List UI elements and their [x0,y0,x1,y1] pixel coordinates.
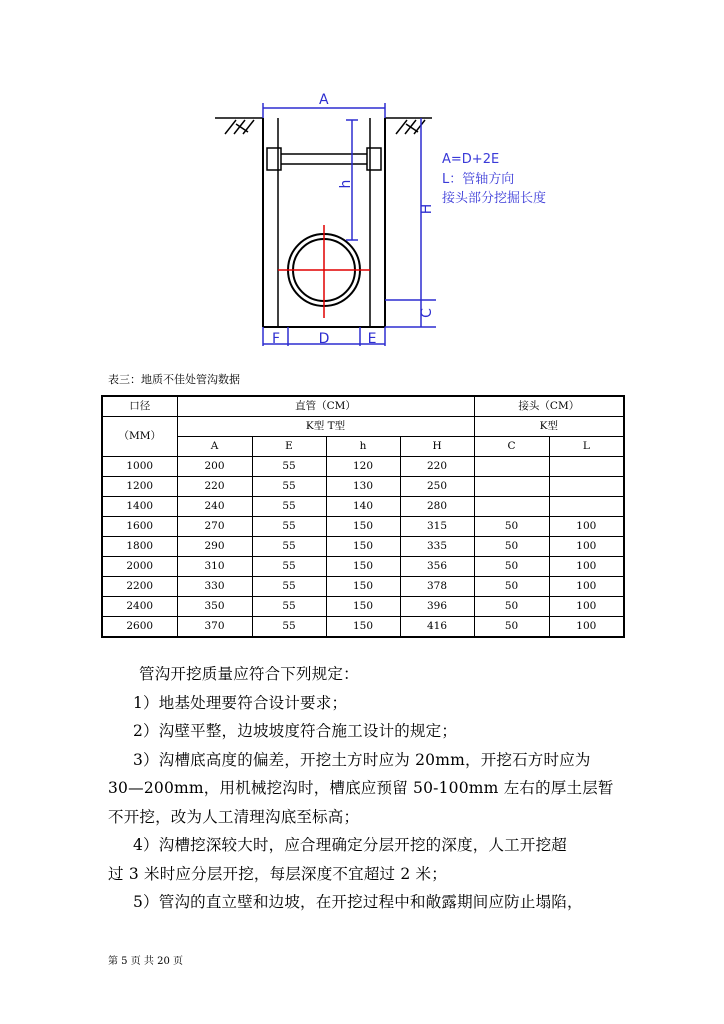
table-cell: 130 [326,477,400,497]
table-row [102,457,624,477]
table-cell: 50 [474,617,549,638]
dimension-label-a: A [319,92,329,108]
table-cell: 250 [400,477,474,497]
table-cell: 310 [177,557,252,577]
body-paragraph: 3）沟槽底高度的偏差，开挖土方时应为 20mm，开挖石方时应为 [133,750,591,769]
header-diameter: 口径 [102,396,177,417]
table-row [102,477,624,497]
table-cell: 150 [326,617,400,638]
table-row [102,597,624,617]
table-cell: 50 [474,557,549,577]
table-cell: 50 [474,517,549,537]
table-cell: 55 [252,557,326,577]
header-straight-pipe: 直管（CM） [177,396,474,417]
column-header: C [474,437,549,457]
table-cell: 50 [474,597,549,617]
table-cell: 1400 [102,497,177,517]
table-caption: 表三：地质不佳处管沟数据 [108,373,240,386]
table-cell: 335 [400,537,474,557]
column-header: H [400,437,474,457]
table-cell: 55 [252,597,326,617]
body-paragraph: 30—200mm，用机械挖沟时，槽底应预留 50-100mm 左右的厚土层暂 [108,779,614,797]
table-cell: 150 [326,517,400,537]
table-row [102,557,624,577]
table-cell: 100 [549,537,624,557]
body-paragraph: 管沟开挖质量应符合下列规定： [139,665,359,683]
table-cell: 270 [177,517,252,537]
table-cell: 140 [326,497,400,517]
ground-hatch-right [385,118,432,134]
pipe-centerlines [278,225,370,318]
table-cell: 416 [400,617,474,638]
dimension-label-h-small: h [338,179,354,189]
dimension-label-d: D [318,331,330,347]
table-column-headers [102,437,624,457]
ground-hatch-left [215,118,263,134]
dimension-label-e: E [367,331,377,347]
table-row [102,517,624,537]
body-text [108,660,618,917]
trench-strut [267,148,381,170]
table-cell: 356 [400,557,474,577]
table-cell [549,497,624,517]
trench-data-table [101,395,625,638]
body-paragraph: 不开挖，改为人工清理沟底至标高； [108,807,360,826]
header-joint-type: K型 [474,417,624,437]
header-diameter-unit: （MM） [102,417,177,457]
table-cell: 55 [252,577,326,597]
table-cell: 200 [177,457,252,477]
table-row [102,617,624,638]
body-paragraph: 4）沟槽挖深较大时，应合理确定分层开挖的深度，人工开挖超 [133,836,567,854]
table-cell: 55 [252,497,326,517]
table-cell: 100 [549,517,624,537]
table-cell: 55 [252,477,326,497]
page-footer: 第 5 页 共 20 页 [108,956,183,967]
table-cell [549,477,624,497]
header-straight-type: K型 T型 [177,417,474,437]
table-cell [474,497,549,517]
table-cell: 150 [326,537,400,557]
table-cell: 150 [326,577,400,597]
table-cell: 240 [177,497,252,517]
table-cell: 120 [326,457,400,477]
trench-section-diagram [0,0,724,365]
table-header-row-1 [102,396,624,417]
body-paragraph: 1）地基处理要符合设计要求； [133,693,348,712]
header-joint: 接头（CM） [474,396,624,417]
table-cell: 2400 [102,597,177,617]
table-cell: 2000 [102,557,177,577]
column-header: E [252,437,326,457]
table-cell: 1800 [102,537,177,557]
dimension-label-c: C [419,308,435,318]
table-header-row-2 [102,417,624,437]
dimension-lines [263,103,436,346]
table-cell: 55 [252,537,326,557]
table-cell: 50 [474,577,549,597]
table-cell: 100 [549,577,624,597]
dimension-label-h: H [419,203,435,215]
table-cell: 370 [177,617,252,638]
legend-axis-direction: L：管轴方向 [442,172,515,187]
legend-formula: A=D+2E [442,152,500,167]
table-cell: 350 [177,597,252,617]
table-cell: 315 [400,517,474,537]
table-cell: 378 [400,577,474,597]
table-cell: 150 [326,557,400,577]
column-header: L [549,437,624,457]
table-cell: 150 [326,597,400,617]
table-cell: 55 [252,517,326,537]
table-cell: 280 [400,497,474,517]
column-header: A [177,437,252,457]
table-row [102,497,624,517]
table-cell: 1600 [102,517,177,537]
table-cell: 55 [252,457,326,477]
column-header: h [326,437,400,457]
table-cell: 330 [177,577,252,597]
legend-excavation-length: 接头部分挖掘长度 [442,191,547,206]
body-paragraph: 2）沟壁平整，边坡坡度符合施工设计的规定； [133,722,458,740]
table-cell: 2600 [102,617,177,638]
table-cell: 50 [474,537,549,557]
table-cell: 1200 [102,477,177,497]
table-cell [549,457,624,477]
table-cell: 100 [549,557,624,577]
dimension-label-f: F [271,331,281,347]
table-row [102,577,624,597]
table-cell: 100 [549,597,624,617]
table-cell: 220 [400,457,474,477]
table-cell [474,457,549,477]
table-cell: 396 [400,597,474,617]
table-cell: 100 [549,617,624,638]
table-row [102,537,624,557]
table-cell: 55 [252,617,326,638]
table-cell: 1000 [102,457,177,477]
table-cell: 290 [177,537,252,557]
table-cell [474,477,549,497]
table-cell: 2200 [102,577,177,597]
table-cell: 220 [177,477,252,497]
body-paragraph: 5）管沟的直立壁和边坡，在开挖过程中和敞露期间应防止塌陷， [133,893,583,911]
body-paragraph: 过 3 米时应分层开挖，每层深度不宜超过 2 米； [108,864,447,883]
